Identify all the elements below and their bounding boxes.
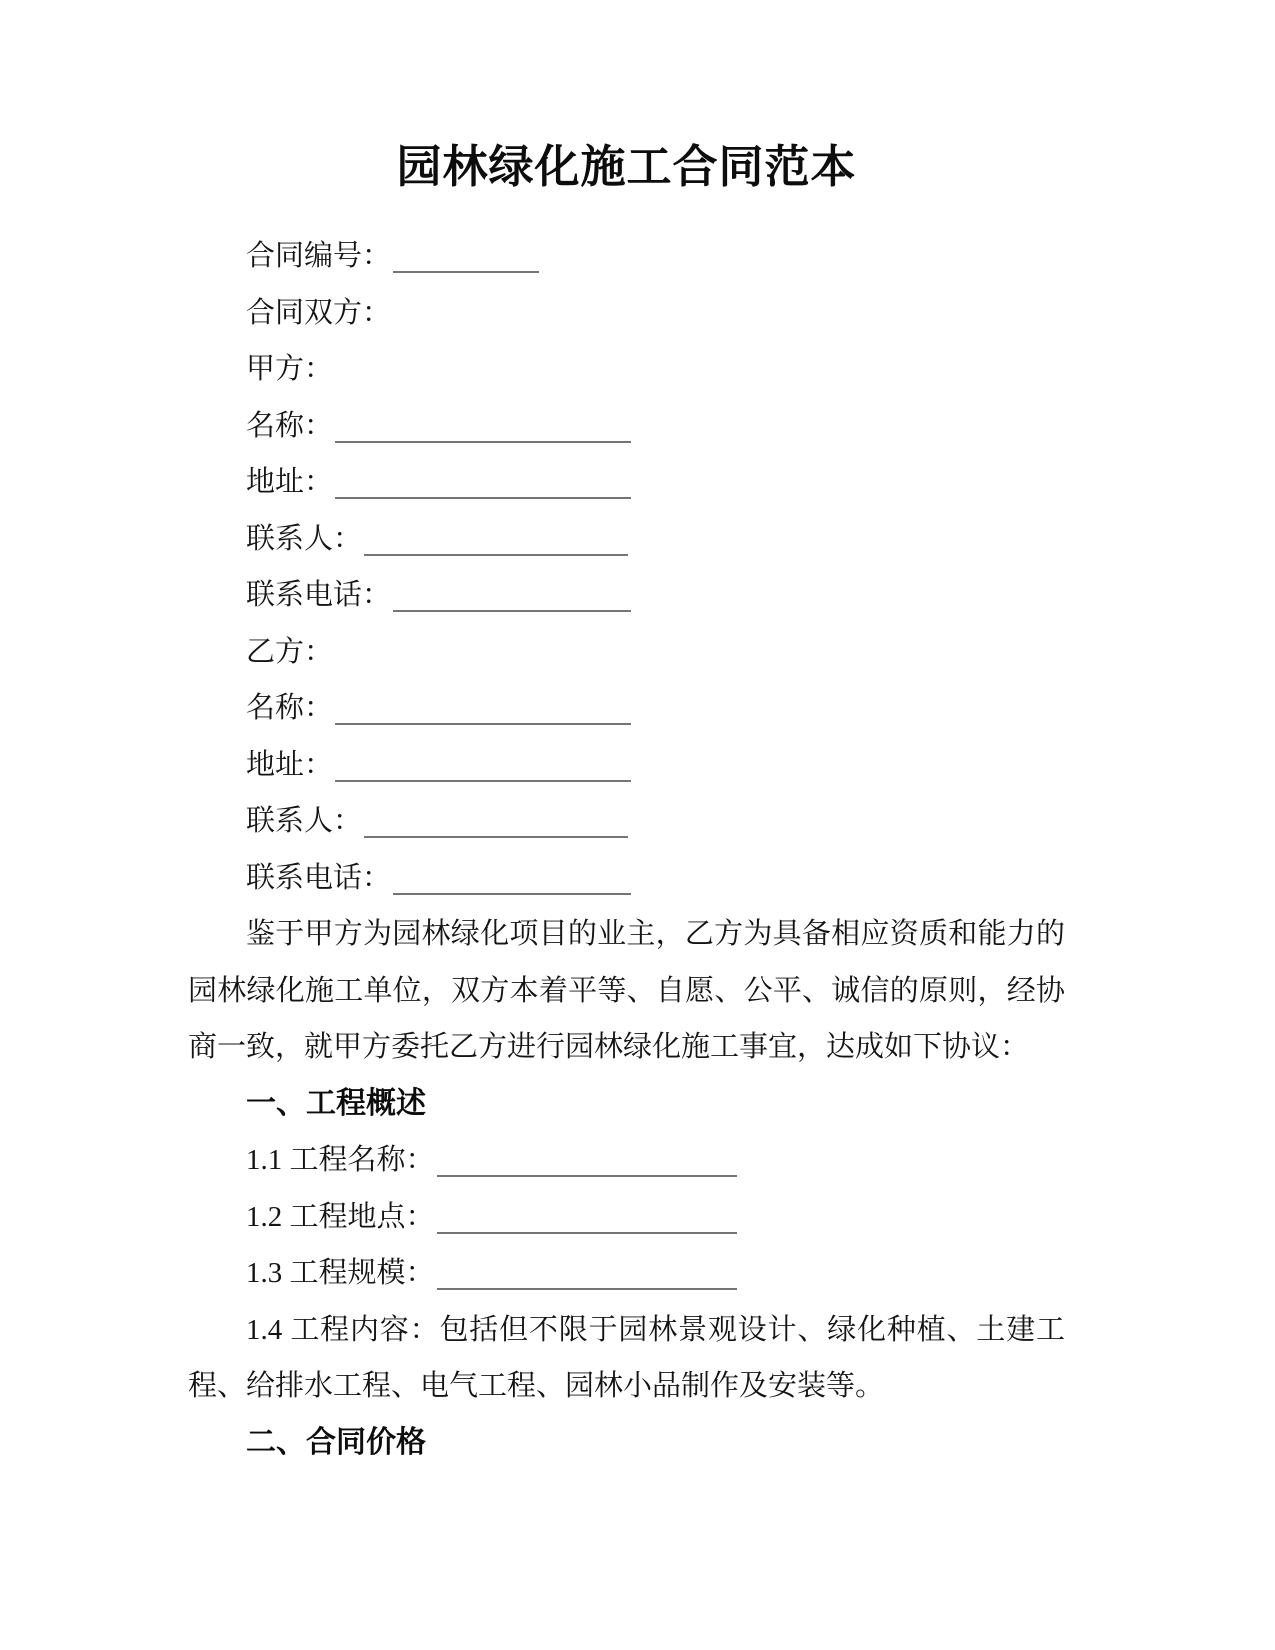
blank-line-party-a-phone <box>393 604 631 612</box>
field-label-party-b-phone: 联系电话： <box>246 861 392 894</box>
field-label-party-a-contact: 联系人： <box>246 522 363 555</box>
field-label-party-b-address: 地址： <box>246 748 334 781</box>
field-label-party-a-address: 地址： <box>246 466 334 498</box>
field-label-party-b-name: 名称： <box>246 692 334 724</box>
blank-line-contract-number <box>393 265 539 273</box>
preamble-paragraph: 鉴于甲方为园林绿化项目的业主，乙方为具备相应资质和能力的园林绿化施工单位，双方本着平等、自愿、公平、诚信的原则，经协商一致，就甲方委托乙方进行园林绿化施工事宜，达成如下协议： <box>188 918 1065 1063</box>
section-heading-contract-price: 二、合同价格 <box>246 1425 426 1459</box>
field-label-contract-parties: 合同双方： <box>246 296 392 329</box>
blank-line-project-scale <box>437 1282 737 1290</box>
blank-line-party-b-phone <box>393 887 631 895</box>
blank-line-party-a-contact <box>364 548 628 556</box>
blank-line-party-b-contact <box>364 830 628 838</box>
item-1-3-row <box>188 1245 1065 1302</box>
field-label-contract-number: 合同编号： <box>246 240 392 272</box>
party-b-phone-row <box>188 850 1065 907</box>
item-1-1-row <box>188 1132 1065 1189</box>
field-label-party-a-phone: 联系电话： <box>246 579 392 611</box>
blank-line-party-b-address <box>335 774 631 782</box>
item-label-project-location: 1.2 工程地点： <box>246 1200 435 1233</box>
blank-line-party-a-name <box>335 435 631 443</box>
party-b-contact-row <box>188 793 1065 850</box>
field-label-party-b-contact: 联系人： <box>246 805 363 837</box>
blank-line-party-b-name <box>335 717 631 725</box>
party-a-phone-row <box>188 567 1065 624</box>
blank-line-project-name <box>437 1169 737 1177</box>
party-a-row <box>188 341 1065 398</box>
item-label-project-scale: 1.3 工程规模： <box>246 1257 435 1289</box>
blank-line-party-a-address <box>335 491 631 499</box>
item-1-4-paragraph: 1.4 工程内容：包括但不限于园林景观设计、绿化种植、土建工程、给排水工程、电气工程、园林小品制作及安装等。 <box>188 1313 1065 1402</box>
party-b-row <box>188 624 1065 681</box>
party-a-address-row <box>188 454 1065 511</box>
blank-line-project-location <box>437 1226 737 1234</box>
party-b-address-row <box>188 737 1065 794</box>
field-label-party-b: 乙方： <box>246 635 334 668</box>
item-1-2-row <box>188 1189 1065 1246</box>
field-label-party-a: 甲方： <box>246 353 334 385</box>
party-a-contact-row <box>188 511 1065 568</box>
party-a-name-row <box>188 398 1065 455</box>
contract-number-row <box>188 228 1065 285</box>
field-label-party-a-name: 名称： <box>246 409 334 442</box>
contract-parties-row <box>188 285 1065 342</box>
party-b-name-row <box>188 680 1065 737</box>
page-title: 园林绿化施工合同范本 <box>396 142 857 192</box>
item-label-project-name: 1.1 工程名称： <box>246 1144 435 1176</box>
section-heading-project-overview: 一、工程概述 <box>246 1086 426 1120</box>
